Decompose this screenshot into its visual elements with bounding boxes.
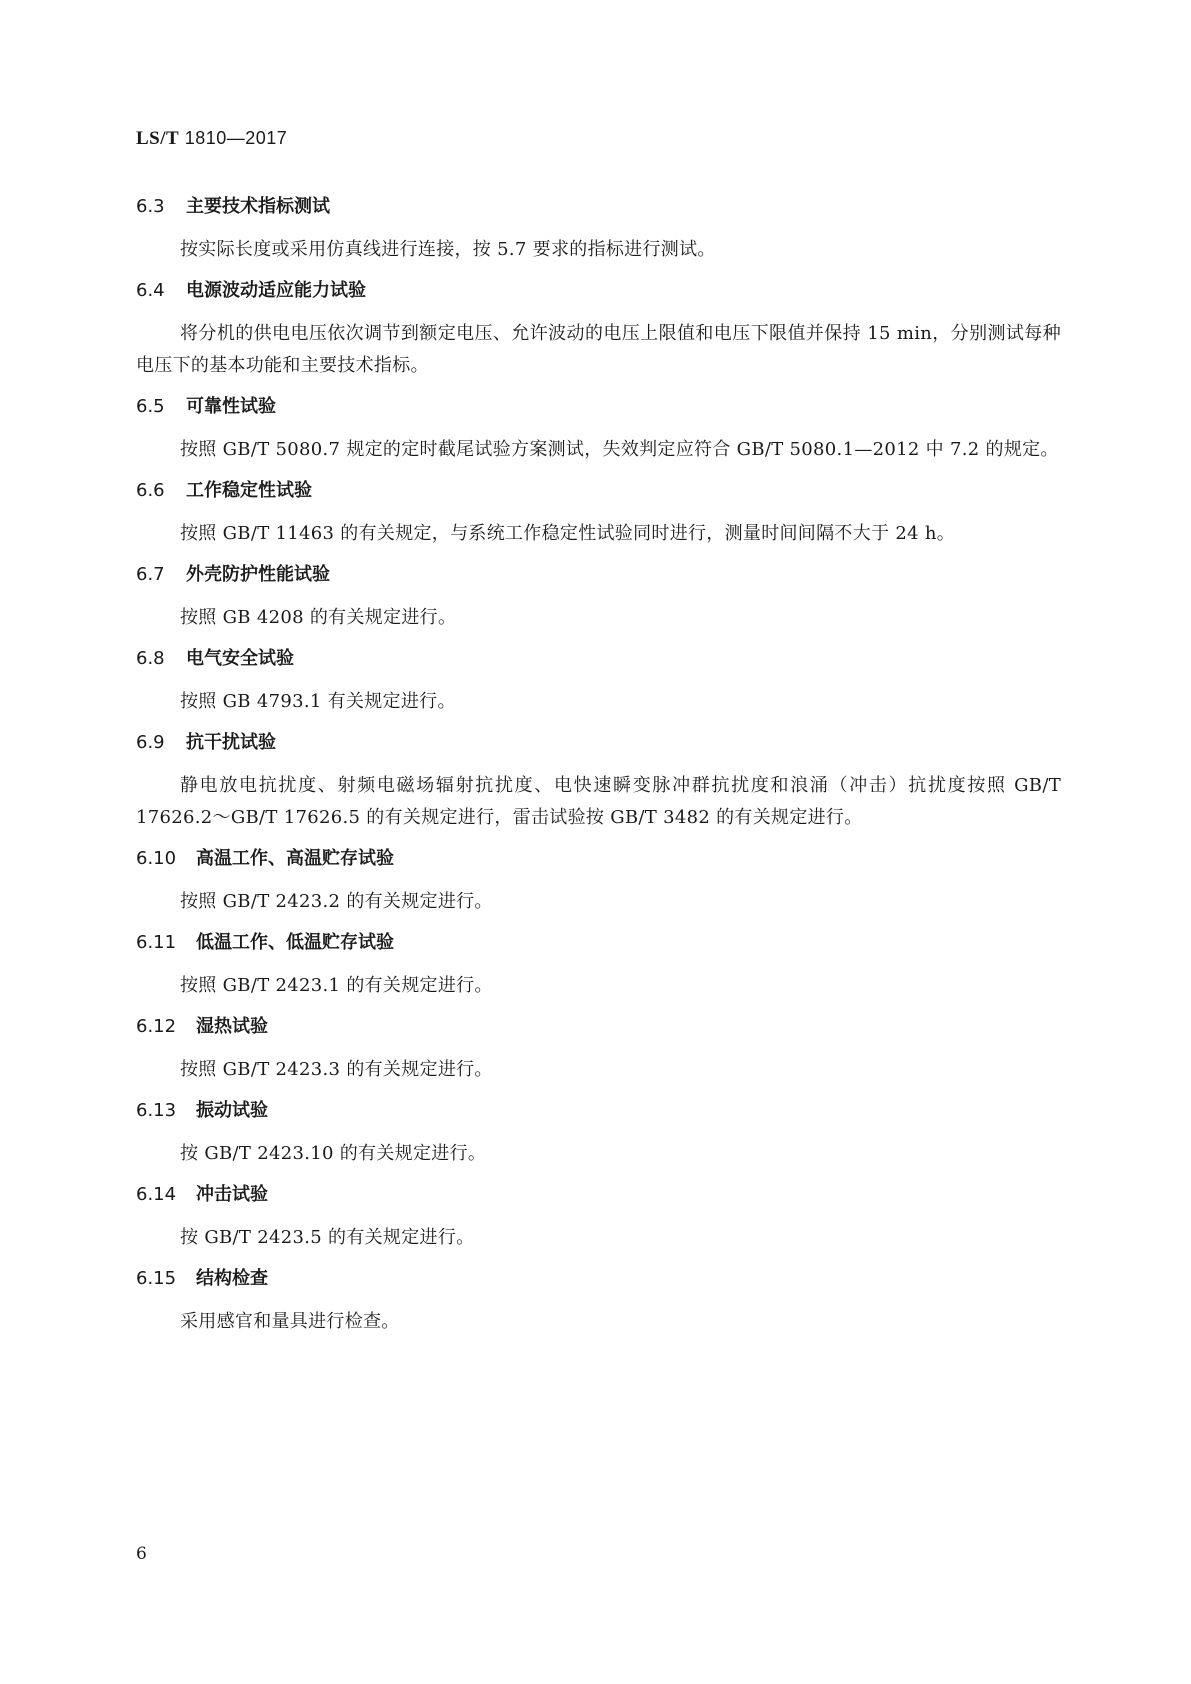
section-number: 6.9 bbox=[136, 732, 165, 753]
section-title: 抗干扰试验 bbox=[186, 732, 276, 753]
section-paragraph: 按 GB/T 2423.5 的有关规定进行。 bbox=[180, 1227, 475, 1248]
section-number: 6.15 bbox=[136, 1268, 177, 1289]
section-title: 外壳防护性能试验 bbox=[186, 564, 330, 585]
section-heading bbox=[136, 1016, 1061, 1054]
page-number: 6 bbox=[136, 1544, 147, 1564]
section-paragraph: 按照 GB/T 2423.1 的有关规定进行。 bbox=[180, 975, 493, 996]
section-heading bbox=[136, 396, 1061, 434]
section-number: 6.13 bbox=[136, 1100, 177, 1121]
section-6-4 bbox=[136, 280, 1061, 382]
section-heading bbox=[136, 1268, 1061, 1306]
section-title: 电源波动适应能力试验 bbox=[186, 280, 366, 301]
section-heading bbox=[136, 732, 1061, 770]
document-body bbox=[136, 196, 1061, 1352]
section-number: 6.6 bbox=[136, 480, 165, 501]
section-title: 低温工作、低温贮存试验 bbox=[196, 932, 394, 953]
section-6-5 bbox=[136, 396, 1061, 466]
section-number: 6.4 bbox=[136, 280, 165, 301]
section-6-15 bbox=[136, 1268, 1061, 1338]
section-paragraph: 按照 GB/T 5080.7 规定的定时截尾试验方案测试，失效判定应符合 GB/T 5080.1—2012 中 7.2 的规定。 bbox=[180, 439, 1059, 460]
section-paragraph: 按照 GB 4793.1 有关规定进行。 bbox=[180, 691, 456, 712]
section-heading bbox=[136, 564, 1061, 602]
section-title: 高温工作、高温贮存试验 bbox=[196, 848, 394, 869]
section-6-13 bbox=[136, 1100, 1061, 1170]
section-number: 6.3 bbox=[136, 196, 165, 217]
section-6-7 bbox=[136, 564, 1061, 634]
section-paragraph: 按照 GB/T 2423.2 的有关规定进行。 bbox=[180, 891, 493, 912]
section-6-3 bbox=[136, 196, 1061, 266]
section-heading bbox=[136, 480, 1061, 518]
section-paragraph: 按实际长度或采用仿真线进行连接，按 5.7 要求的指标进行测试。 bbox=[180, 239, 716, 260]
section-paragraph: 按 GB/T 2423.10 的有关规定进行。 bbox=[180, 1143, 487, 1164]
section-number: 6.5 bbox=[136, 396, 165, 417]
section-number: 6.11 bbox=[136, 932, 177, 953]
page-header bbox=[136, 128, 287, 150]
section-title: 振动试验 bbox=[196, 1100, 268, 1121]
section-paragraph: 按照 GB 4208 的有关规定进行。 bbox=[180, 607, 457, 628]
section-number: 6.7 bbox=[136, 564, 165, 585]
section-title: 可靠性试验 bbox=[186, 396, 276, 417]
section-number: 6.10 bbox=[136, 848, 177, 869]
section-6-6 bbox=[136, 480, 1061, 550]
standard-code-prefix: LS/T bbox=[136, 128, 180, 149]
section-6-10 bbox=[136, 848, 1061, 918]
section-6-9 bbox=[136, 732, 1061, 834]
section-title: 工作稳定性试验 bbox=[186, 480, 312, 501]
section-6-8 bbox=[136, 648, 1061, 718]
section-6-12 bbox=[136, 1016, 1061, 1086]
standard-code-number: 1810—2017 bbox=[184, 128, 288, 148]
section-title: 冲击试验 bbox=[196, 1184, 268, 1205]
section-number: 6.12 bbox=[136, 1016, 177, 1037]
section-heading bbox=[136, 1100, 1061, 1138]
section-6-11 bbox=[136, 932, 1061, 1002]
section-paragraph: 采用感官和量具进行检查。 bbox=[180, 1311, 400, 1332]
section-6-14 bbox=[136, 1184, 1061, 1254]
section-paragraph: 静电放电抗扰度、射频电磁场辐射抗扰度、电快速瞬变脉冲群抗扰度和浪涌（冲击）抗扰度按照 GB/T 17626.2～GB/T 17626.5 的有关规定进行，雷击试验按 GB/T 3482 的有关规定进行。 bbox=[136, 775, 1061, 828]
section-paragraph: 按照 GB/T 11463 的有关规定，与系统工作稳定性试验同时进行，测量时间间隔不大于 24 h。 bbox=[180, 523, 956, 544]
section-heading bbox=[136, 848, 1061, 886]
section-title: 结构检查 bbox=[196, 1268, 268, 1289]
section-title: 湿热试验 bbox=[196, 1016, 268, 1037]
section-number: 6.14 bbox=[136, 1184, 177, 1205]
section-title: 电气安全试验 bbox=[186, 648, 294, 669]
section-number: 6.8 bbox=[136, 648, 165, 669]
section-paragraph: 按照 GB/T 2423.3 的有关规定进行。 bbox=[180, 1059, 493, 1080]
section-heading bbox=[136, 648, 1061, 686]
section-title: 主要技术指标测试 bbox=[186, 196, 330, 217]
section-paragraph: 将分机的供电电压依次调节到额定电压、允许波动的电压上限值和电压下限值并保持 15 min，分别测试每种电压下的基本功能和主要技术指标。 bbox=[136, 323, 1061, 376]
section-heading bbox=[136, 196, 1061, 234]
section-heading bbox=[136, 1184, 1061, 1222]
section-heading bbox=[136, 932, 1061, 970]
section-heading bbox=[136, 280, 1061, 318]
